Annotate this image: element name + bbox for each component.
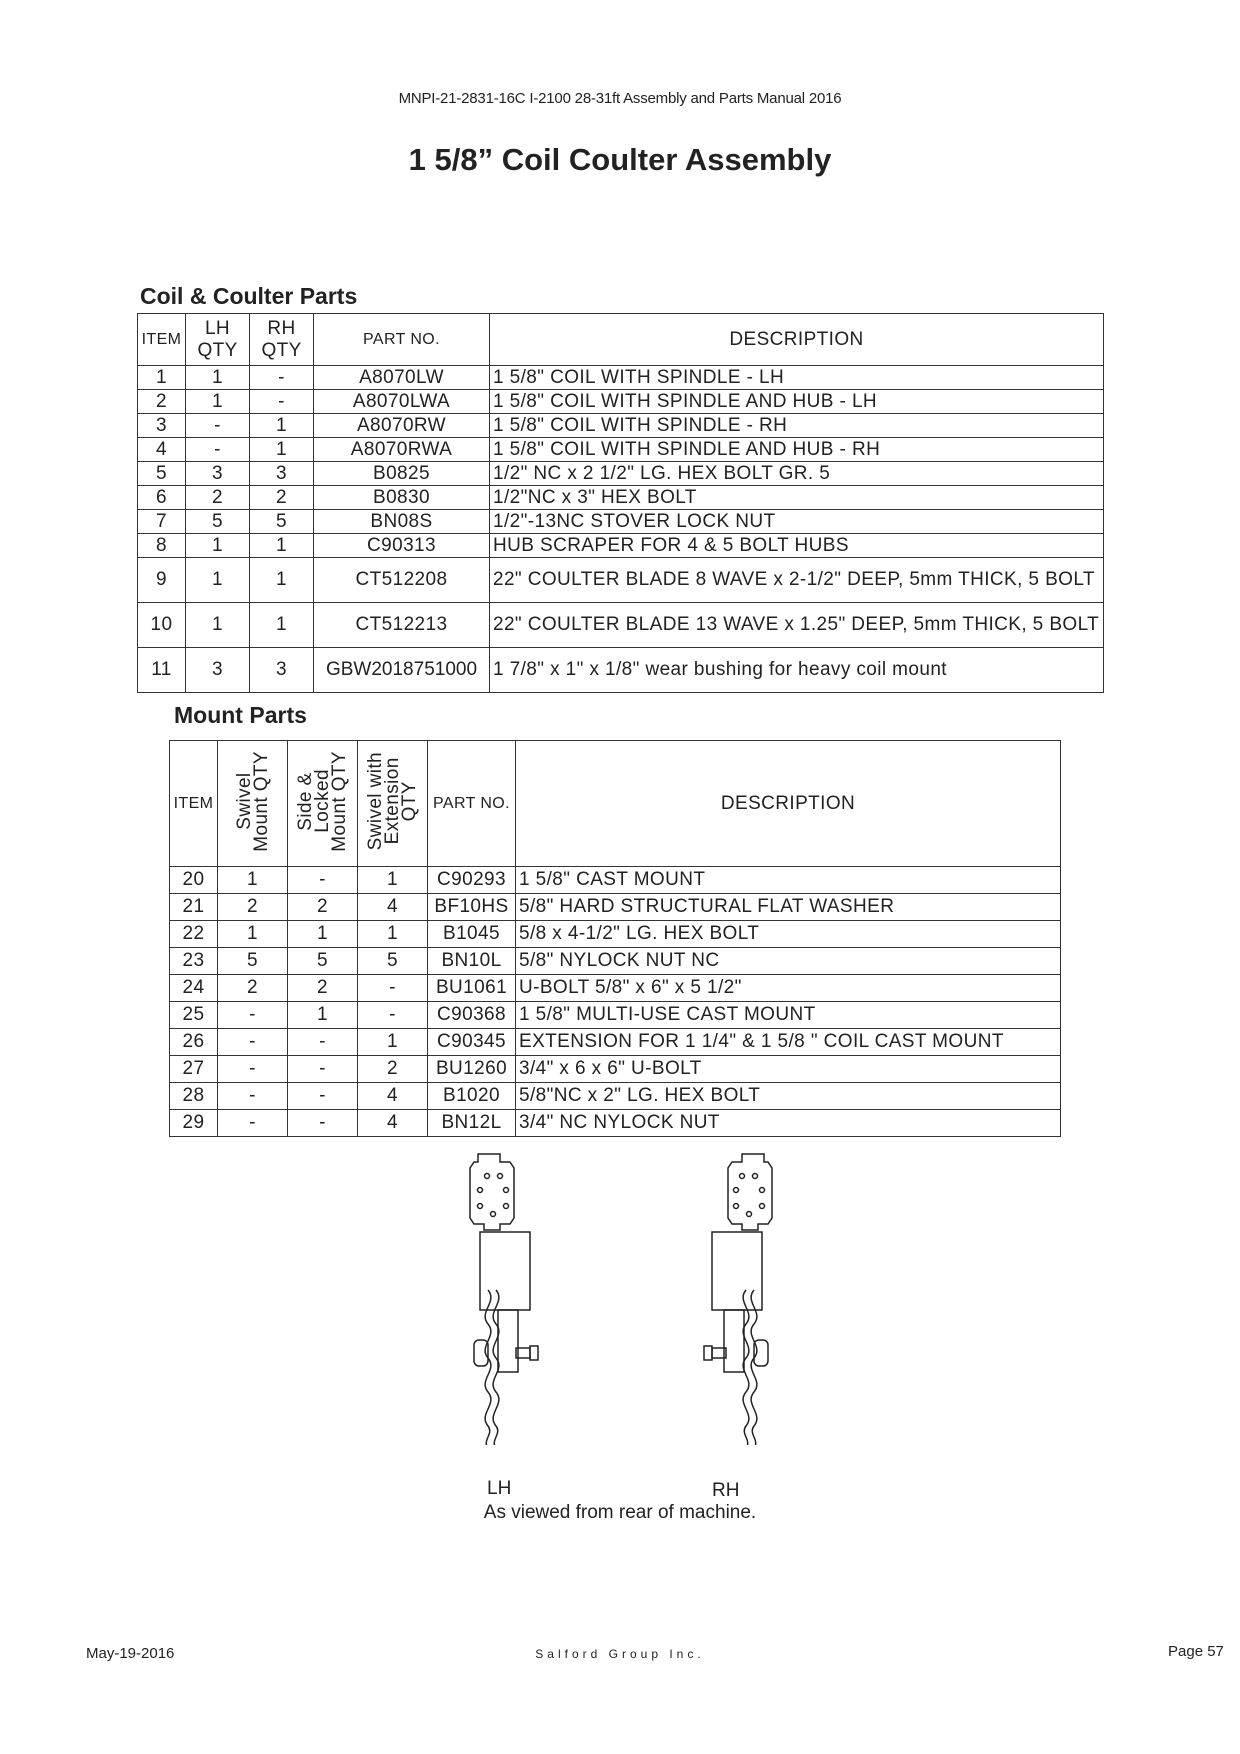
rh-figure-label: RH (712, 1480, 740, 1501)
cell-rh-qty: 1 (250, 534, 314, 558)
cell-rh-qty: 5 (250, 510, 314, 534)
cell-part-no: B0830 (314, 486, 490, 510)
column-header-swivel-extension-qty: Swivel with Extension QTY (358, 741, 428, 867)
cell-rh-qty: - (250, 366, 314, 390)
cell-part-no: BN08S (314, 510, 490, 534)
cell-description: EXTENSION FOR 1 1/4" & 1 5/8 " COIL CAST MOUNT (516, 1029, 1061, 1056)
column-header-item: ITEM (138, 314, 186, 366)
cell-swivel-mount-qty: 2 (218, 975, 288, 1002)
cell-rh-qty: - (250, 390, 314, 414)
cell-swivel-extension-qty: 1 (358, 921, 428, 948)
cell-description: 1 7/8" x 1" x 1/8" wear bushing for heavy coil mount (490, 648, 1104, 693)
cell-description: 1 5/8" MULTI-USE CAST MOUNT (516, 1002, 1061, 1029)
cell-part-no: CT512213 (314, 603, 490, 648)
cell-item: 5 (138, 462, 186, 486)
cell-swivel-mount-qty: - (218, 1083, 288, 1110)
footer-page-number: Page 57 (1168, 1643, 1224, 1660)
cell-item: 25 (170, 1002, 218, 1029)
cell-swivel-extension-qty: - (358, 975, 428, 1002)
table-row (138, 558, 1104, 603)
cell-side-locked-mount-qty: 1 (288, 1002, 358, 1029)
cell-swivel-extension-qty: 2 (358, 1056, 428, 1083)
cell-rh-qty: 1 (250, 438, 314, 462)
cell-swivel-mount-qty: - (218, 1002, 288, 1029)
cell-lh-qty: 1 (186, 534, 250, 558)
table-row (138, 534, 1104, 558)
cell-part-no: B0825 (314, 462, 490, 486)
cell-item: 20 (170, 867, 218, 894)
cell-part-no: BF10HS (428, 894, 516, 921)
table-row (170, 921, 1061, 948)
cell-item: 6 (138, 486, 186, 510)
cell-swivel-extension-qty: 4 (358, 1083, 428, 1110)
cell-part-no: C90293 (428, 867, 516, 894)
cell-item: 9 (138, 558, 186, 603)
cell-item: 24 (170, 975, 218, 1002)
cell-lh-qty: - (186, 414, 250, 438)
cell-side-locked-mount-qty: 1 (288, 921, 358, 948)
cell-swivel-mount-qty: 2 (218, 894, 288, 921)
page-title: 1 5/8” Coil Coulter Assembly (408, 142, 832, 177)
table-header-row (138, 314, 1104, 366)
cell-lh-qty: 1 (186, 603, 250, 648)
cell-swivel-extension-qty: 4 (358, 1110, 428, 1137)
cell-description: 1/2"NC x 3" HEX BOLT (490, 486, 1104, 510)
cell-side-locked-mount-qty: - (288, 1056, 358, 1083)
cell-swivel-extension-qty: 4 (358, 894, 428, 921)
table-row (138, 510, 1104, 534)
column-header-description: DESCRIPTION (516, 741, 1061, 867)
cell-description: 1 5/8" COIL WITH SPINDLE AND HUB - LH (490, 390, 1104, 414)
cell-side-locked-mount-qty: - (288, 1029, 358, 1056)
cell-lh-qty: 1 (186, 366, 250, 390)
table-row (138, 390, 1104, 414)
cell-description: 1/2"-13NC STOVER LOCK NUT (490, 510, 1104, 534)
cell-swivel-mount-qty: 1 (218, 867, 288, 894)
column-header-part-no: PART NO. (428, 741, 516, 867)
cell-description: 5/8" HARD STRUCTURAL FLAT WASHER (516, 894, 1061, 921)
cell-description: 22" COULTER BLADE 8 WAVE x 2-1/2" DEEP, 5mm THICK, 5 BOLT (490, 558, 1104, 603)
cell-rh-qty: 2 (250, 486, 314, 510)
column-header-swivel-mount-qty: Swivel Mount QTY (218, 741, 288, 867)
cell-part-no: CT512208 (314, 558, 490, 603)
cell-part-no: B1020 (428, 1083, 516, 1110)
cell-part-no: B1045 (428, 921, 516, 948)
column-header-side-locked-mount-qty: Side & Locked Mount QTY (288, 741, 358, 867)
table-row (138, 603, 1104, 648)
table-row (138, 438, 1104, 462)
cell-lh-qty: 1 (186, 558, 250, 603)
cell-swivel-mount-qty: - (218, 1056, 288, 1083)
cell-rh-qty: 3 (250, 648, 314, 693)
cell-lh-qty: 3 (186, 648, 250, 693)
column-header-item: ITEM (170, 741, 218, 867)
cell-item: 22 (170, 921, 218, 948)
cell-description: 1 5/8" COIL WITH SPINDLE - LH (490, 366, 1104, 390)
cell-swivel-extension-qty: 1 (358, 1029, 428, 1056)
column-header-description: DESCRIPTION (490, 314, 1104, 366)
cell-side-locked-mount-qty: - (288, 867, 358, 894)
cell-part-no: A8070LW (314, 366, 490, 390)
coil-section-title: Coil & Coulter Parts (140, 283, 358, 309)
cell-item: 27 (170, 1056, 218, 1083)
table-row (170, 975, 1061, 1002)
cell-lh-qty: 1 (186, 390, 250, 414)
cell-item: 10 (138, 603, 186, 648)
cell-description: 5/8 x 4-1/2" LG. HEX BOLT (516, 921, 1061, 948)
table-row (170, 1002, 1061, 1029)
cell-description: U-BOLT 5/8" x 6" x 5 1/2" (516, 975, 1061, 1002)
table-row (170, 1110, 1061, 1137)
cell-lh-qty: - (186, 438, 250, 462)
column-header-rh-qty: RH QTY (250, 314, 314, 366)
cell-item: 8 (138, 534, 186, 558)
mount-parts-table (169, 740, 1061, 1137)
cell-description: 22" COULTER BLADE 13 WAVE x 1.25" DEEP, 5mm THICK, 5 BOLT (490, 603, 1104, 648)
cell-part-no: GBW2018751000 (314, 648, 490, 693)
cell-swivel-extension-qty: 1 (358, 867, 428, 894)
cell-part-no: A8070RW (314, 414, 490, 438)
lh-coil-assembly-drawing (440, 1150, 570, 1445)
cell-rh-qty: 1 (250, 603, 314, 648)
table-row (138, 648, 1104, 693)
cell-item: 26 (170, 1029, 218, 1056)
cell-side-locked-mount-qty: - (288, 1083, 358, 1110)
cell-part-no: BN12L (428, 1110, 516, 1137)
cell-description: 3/4" x 6 x 6" U-BOLT (516, 1056, 1061, 1083)
table-row (170, 1083, 1061, 1110)
cell-item: 7 (138, 510, 186, 534)
coil-parts-table (137, 313, 1104, 693)
cell-part-no: C90313 (314, 534, 490, 558)
cell-description: 1/2" NC x 2 1/2" LG. HEX BOLT GR. 5 (490, 462, 1104, 486)
mount-section-title: Mount Parts (174, 702, 307, 728)
cell-part-no: BN10L (428, 948, 516, 975)
cell-side-locked-mount-qty: - (288, 1110, 358, 1137)
column-header-part-no: PART NO. (314, 314, 490, 366)
cell-swivel-extension-qty: - (358, 1002, 428, 1029)
cell-part-no: A8070LWA (314, 390, 490, 414)
table-row (138, 366, 1104, 390)
cell-side-locked-mount-qty: 5 (288, 948, 358, 975)
cell-part-no: BU1061 (428, 975, 516, 1002)
table-row (138, 486, 1104, 510)
cell-item: 28 (170, 1083, 218, 1110)
footer-date: May-19-2016 (86, 1645, 175, 1662)
cell-description: 1 5/8" CAST MOUNT (516, 867, 1061, 894)
cell-item: 29 (170, 1110, 218, 1137)
footer-company: Salford Group Inc. (535, 1647, 705, 1661)
cell-item: 2 (138, 390, 186, 414)
cell-swivel-mount-qty: - (218, 1110, 288, 1137)
cell-lh-qty: 5 (186, 510, 250, 534)
cell-part-no: C90368 (428, 1002, 516, 1029)
cell-part-no: C90345 (428, 1029, 516, 1056)
table-row (170, 1029, 1061, 1056)
cell-rh-qty: 1 (250, 414, 314, 438)
cell-item: 11 (138, 648, 186, 693)
cell-description: 1 5/8" COIL WITH SPINDLE AND HUB - RH (490, 438, 1104, 462)
cell-swivel-extension-qty: 5 (358, 948, 428, 975)
cell-item: 3 (138, 414, 186, 438)
table-row (170, 1056, 1061, 1083)
cell-part-no: BU1260 (428, 1056, 516, 1083)
cell-lh-qty: 2 (186, 486, 250, 510)
cell-description: 5/8"NC x 2" LG. HEX BOLT (516, 1083, 1061, 1110)
lh-figure-label: LH (487, 1478, 512, 1499)
cell-item: 4 (138, 438, 186, 462)
cell-item: 23 (170, 948, 218, 975)
table-row (170, 948, 1061, 975)
table-header-row (170, 741, 1061, 867)
table-row (138, 414, 1104, 438)
cell-side-locked-mount-qty: 2 (288, 975, 358, 1002)
table-row (138, 462, 1104, 486)
cell-lh-qty: 3 (186, 462, 250, 486)
figure-caption: As viewed from rear of machine. (483, 1502, 757, 1523)
table-row (170, 867, 1061, 894)
cell-side-locked-mount-qty: 2 (288, 894, 358, 921)
cell-item: 21 (170, 894, 218, 921)
cell-rh-qty: 3 (250, 462, 314, 486)
column-header-lh-qty: LH QTY (186, 314, 250, 366)
cell-description: 1 5/8" COIL WITH SPINDLE - RH (490, 414, 1104, 438)
cell-description: HUB SCRAPER FOR 4 & 5 BOLT HUBS (490, 534, 1104, 558)
table-row (170, 894, 1061, 921)
document-reference: MNPI-21-2831-16C I-2100 28-31ft Assembly and Parts Manual 2016 (398, 90, 842, 107)
cell-item: 1 (138, 366, 186, 390)
cell-swivel-mount-qty: 5 (218, 948, 288, 975)
cell-swivel-mount-qty: - (218, 1029, 288, 1056)
cell-part-no: A8070RWA (314, 438, 490, 462)
cell-description: 3/4" NC NYLOCK NUT (516, 1110, 1061, 1137)
cell-swivel-mount-qty: 1 (218, 921, 288, 948)
cell-description: 5/8" NYLOCK NUT NC (516, 948, 1061, 975)
cell-rh-qty: 1 (250, 558, 314, 603)
rh-coil-assembly-drawing (672, 1150, 802, 1445)
